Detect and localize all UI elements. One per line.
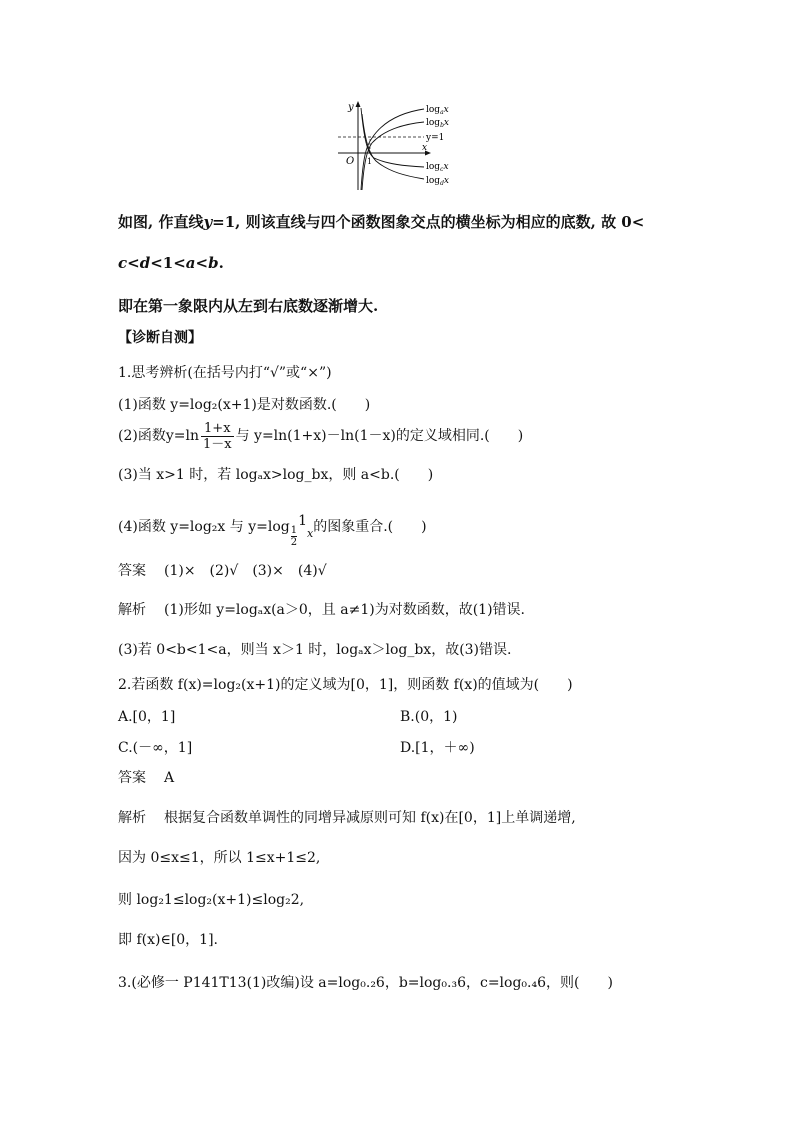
question-1-item-3: (3)当 x>1 时，若 logₐx>log_bx，则 a<b.( ) [118, 467, 434, 483]
intro-line-2 [118, 253, 224, 273]
explanation-text: 根据复合函数单调性的同增异减原则可知 f(x)在[0，1]上单调递增, [164, 810, 576, 826]
intro-text: =1, 则该直线与四个函数图象交点的横坐标为相应的底数, 故 0< [212, 213, 645, 231]
base-denominator: 2 [290, 537, 298, 548]
explanation-label: 解析 [118, 602, 146, 618]
curve-log-a [361, 109, 424, 190]
question-3: 3.(必修一 P141T13(1)改编)设 a=log₀.₂6，b=log₀.₃6，c=log₀.₄6，则( ) [118, 975, 613, 991]
line-y1-label: y=1 [426, 133, 445, 143]
section-heading: 【诊断自测】 [118, 330, 202, 346]
answer-2 [118, 768, 174, 788]
axis-y-label: y [348, 102, 354, 113]
question-1-item-2 [118, 420, 523, 452]
fraction-denominator: 1－x [202, 436, 232, 452]
log-base-fraction [291, 525, 297, 548]
fraction [201, 421, 234, 452]
question-1-title: 1.思考辨析(在括号内打“√”或“×”) [118, 365, 332, 381]
base-numerator: 1 [290, 525, 298, 536]
q1-2-prefix: (2)函数 [118, 428, 166, 444]
lt-one-lt: <1< [150, 254, 186, 272]
explanation-2 [118, 808, 576, 828]
option-c: C.(－∞，1] [118, 740, 193, 756]
var-d: d [139, 254, 151, 272]
var-a: a [185, 254, 196, 272]
label-log-c: $\log_cx$ [426, 162, 449, 173]
option-d: D.[1，＋∞) [400, 740, 475, 756]
label-log-b: $\log_bx$ [426, 118, 449, 129]
explanation-label: 解析 [118, 810, 146, 826]
q1-4-arg-num: 1 [298, 513, 308, 529]
tick-one-label: 1 [367, 157, 373, 166]
option-b: B.(0，1) [400, 709, 458, 725]
answer-label: 答案 [118, 770, 146, 786]
q1-2-suffix: 与 y=ln(1+x)－ln(1－x)的定义域相同.( ) [235, 428, 524, 444]
intro-text: 如图, 作直线 [118, 213, 204, 231]
lt: < [127, 254, 140, 272]
explanation-2-line-2: 因为 0≤x≤1，所以 1≤x+1≤2, [118, 850, 321, 866]
question-1-item-1: (1)函数 y=log₂(x+1)是对数函数.( ) [118, 397, 371, 413]
question-2: 2.若函数 f(x)=log₂(x+1)的定义域为[0，1]，则函数 f(x)的值域为( ) [118, 677, 573, 693]
q1-4-suffix: 的图象重合.( ) [313, 519, 427, 535]
question-1-item-4 [118, 505, 427, 550]
fraction-numerator: 1+x [201, 421, 234, 437]
lt: < [195, 254, 209, 272]
explanation-2-line-3: 则 log₂1≤log₂(x+1)≤log₂2, [118, 892, 305, 908]
explanation-2-line-4: 即 f(x)∈[0，1]. [118, 932, 219, 948]
option-a: A.[0，1] [118, 709, 176, 725]
answer-value: (1)× (2)√ (3)× (4)√ [164, 563, 327, 579]
intro-var-y: y [203, 213, 213, 231]
y-axis [356, 101, 361, 190]
var-b: b [208, 254, 219, 272]
q1-4-arg-x: x [307, 527, 314, 540]
intro-line-1 [118, 212, 644, 232]
intro-line-3: 即在第一象限内从左到右底数逐渐增大. [118, 297, 379, 315]
log-graph-figure [332, 98, 462, 194]
axis-x-label: x [422, 143, 428, 153]
explanation-1 [118, 600, 525, 620]
var-c: c [118, 254, 128, 272]
q1-4-prefix: (4)函数 y=log₂x 与 y=log [118, 519, 290, 535]
period: . [218, 254, 224, 272]
x-axis [338, 151, 431, 156]
explanation-1-line-2: (3)若 0<b<1<a，则当 x＞1 时，logₐx＞log_bx，故(3)错误. [118, 642, 512, 658]
q1-2-ln: y=ln [165, 428, 199, 444]
answer-value: A [164, 770, 175, 786]
explanation-text: (1)形如 y=logₐx(a＞0，且 a≠1)为对数函数，故(1)错误. [164, 602, 525, 618]
curve-log-d [362, 114, 424, 179]
answer-1 [118, 561, 327, 581]
answer-label: 答案 [118, 563, 146, 579]
origin-label: O [346, 156, 355, 167]
label-log-a: $\log_ax$ [426, 105, 449, 116]
label-log-d: $\log_dx$ [426, 176, 449, 187]
